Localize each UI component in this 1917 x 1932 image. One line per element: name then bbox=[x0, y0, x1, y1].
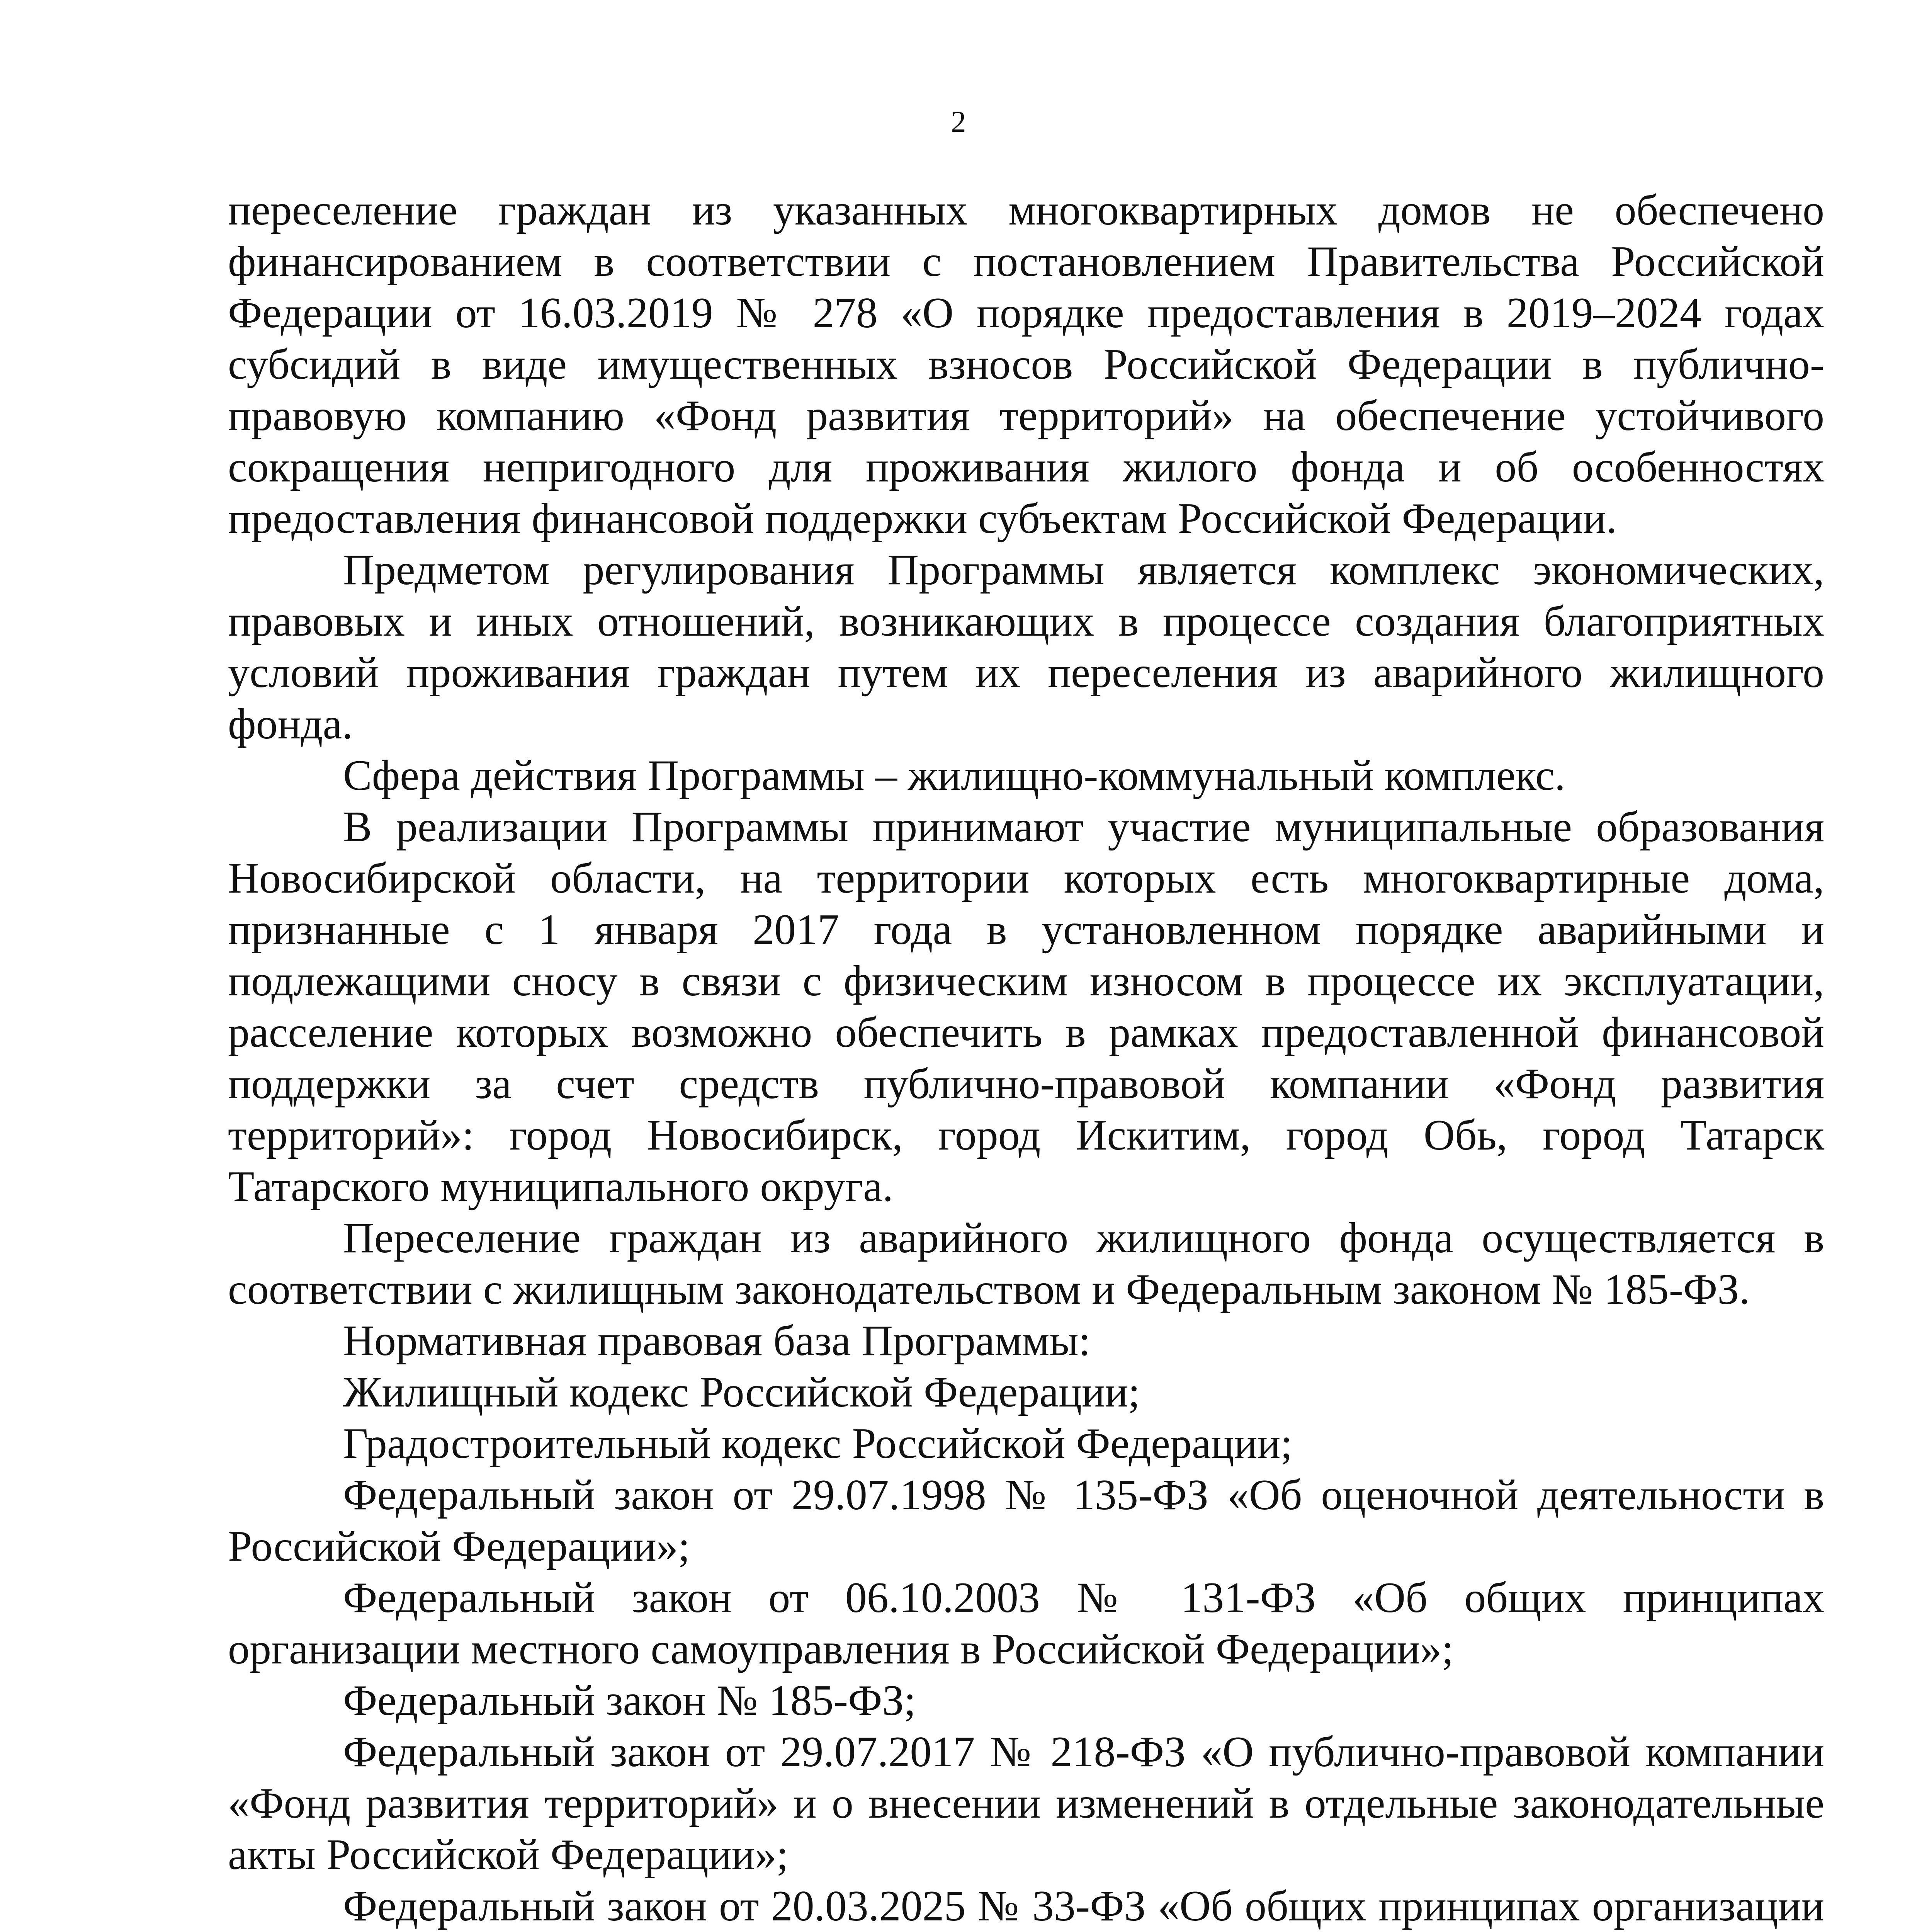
list-item: Федеральный закон № 185-ФЗ; bbox=[343, 1677, 916, 1725]
list-item: Федеральный закон от 06.10.2003 № 131-ФЗ «Об общих принципах организации местного самоуправления в Российской Федерации»; bbox=[228, 1574, 1824, 1673]
list-item: Жилищный кодекс Российской Федерации; bbox=[343, 1368, 1140, 1416]
paragraph-resettlement-basis: Переселение граждан из аварийного жилищного фонда осуществляется в соответствии с жилищным законодательством и Федеральным законом № 185-ФЗ. bbox=[228, 1214, 1824, 1313]
list-item: Градостроительный кодекс Российской Федерации; bbox=[343, 1420, 1293, 1468]
paragraph-program-scope: Сфера действия Программы – жилищно-коммунальный комплекс. bbox=[343, 752, 1565, 799]
list-item: Федеральный закон от 29.07.2017 № 218-ФЗ «О публично-правовой компании «Фонд развития территорий» и о внесении изменений в отдельные законодательные акты Российской Федерации»; bbox=[228, 1728, 1824, 1879]
paragraph-legal-base-heading: Нормативная правовая база Программы: bbox=[343, 1317, 1091, 1365]
document-body bbox=[228, 185, 1824, 1932]
paragraph-regulation-subject: Предметом регулирования Программы является комплекс экономических, правовых и иных отношений, возникающих в процессе создания благоприятных условий проживания граждан путем их переселения из аварийного жилищного фонда. bbox=[228, 546, 1824, 748]
list-item: Федеральный закон от 20.03.2025 № 33-ФЗ «Об общих принципах организации bbox=[343, 1882, 1824, 1930]
list-item: Федеральный закон от 29.07.1998 № 135-ФЗ «Об оценочной деятельности в Российской Федерации»; bbox=[228, 1471, 1824, 1570]
page-number: 2 bbox=[951, 105, 966, 138]
paragraph-continuation: переселение граждан из указанных многоквартирных домов не обеспечено финансированием в соответствии с постановлением Правительства Российской Федерации от 16.03.2019 № 278 «О порядке предоставления в 2019–2024 годах субсидий в виде имущественных взносов Российской Федерации в публично-правовую компанию «Фонд развития территорий» на обеспечение устойчивого сокращения непригодного для проживания жилого фонда и об особенностях предоставления финансовой поддержки субъектам Российской Федерации. bbox=[228, 186, 1824, 543]
paragraph-participants: В реализации Программы принимают участие муниципальные образования Новосибирской области, на территории которых есть многоквартирные дома, признанные с 1 января 2017 года в установленном порядке аварийными и подлежащими сносу в связи с физическим износом в процессе их эксплуатации, расселение которых возможно обеспечить в рамках предоставленной финансовой поддержки за счет средств публично-правовой компании «Фонд развития территорий»: город Новосибирск, город Искитим, город Обь, город Татарск Татарского муниципального округа. bbox=[228, 803, 1824, 1211]
